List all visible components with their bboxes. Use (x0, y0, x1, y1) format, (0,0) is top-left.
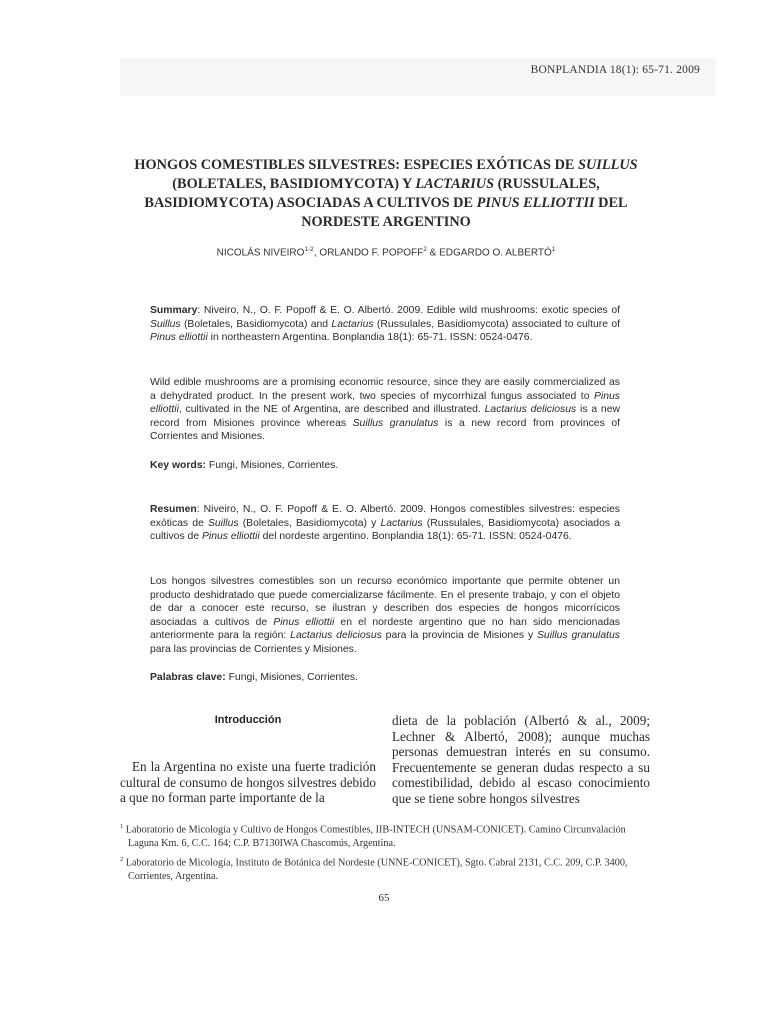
footnote-text: Laboratorio de Micología, Instituto de Botánica del Nordeste (UNNE-CONICET), Sgto. Cabral 2131, C.C. 209, C.P. 3400, Corrientes, Argentina. (123, 856, 628, 882)
summary-body-text: Lactarius deliciosus (484, 404, 577, 416)
resumen-label: Resumen (150, 504, 197, 515)
author-line (120, 246, 652, 258)
title-genus-lactarius: LACTARIUS (415, 176, 495, 192)
summary-body-text: is a new record from Misiones province whereas (150, 404, 620, 429)
summary-text: in northeastern Argentina. Bonplandia 18(1): 65-71. ISSN: 0524-0476. (207, 332, 533, 344)
resumen-body (150, 575, 620, 657)
intro-right-column: dieta de la población (Albertó & al., 2009; Lechner & Albertó, 2008); aunque muchas personas demuestran interés en su consumo. Frecuentemente se generan dudas respecto a su comestibilidad, debido al escaso conocimiento que se tiene sobre hongos silvestres (392, 713, 650, 806)
resumen-text: (Boletales, Basidiomycota) y (238, 517, 381, 529)
title-text: DEL NORDESTE ARGENTINO (301, 195, 628, 230)
resumen-text: Pinus elliottii (201, 531, 260, 543)
summary-label: Summary (150, 305, 198, 316)
resumen-text: del nordeste argentino. Bonplandia 18(1): 65-71. ISSN: 0524-0476. (259, 531, 572, 543)
palabras-clave-text: Fungi, Misiones, Corrientes. (225, 672, 358, 683)
resumen-body-text: Pinus elliottii (273, 616, 335, 628)
palabras-clave-label: Palabras clave: (150, 672, 226, 683)
summary-text: (Boletales, Basidiomycota) and (180, 318, 332, 330)
resumen-body-text: en el nordeste argentino que no han sido mencionadas anteriormente para la región: (150, 616, 620, 642)
footnote-text: Laboratorio de Micología y Cultivo de Hongos Comestibles, IIB-INTECH (UNSAM-CONICET). Camino Circunvalación Laguna Km. 6, C.C. 164; C.P. B7130IWA Chascomús, Argentina. (123, 824, 626, 849)
resumen-text: : Niveiro, N., O. F. Popoff & E. O. Albertó. 2009. Hongos comestibles silvestres: especies exóticas de (150, 504, 620, 529)
key-words-text: Fungi, Misiones, Corrientes. (206, 460, 339, 471)
resumen-text: Lactarius (380, 517, 423, 529)
summary-text: (Russulales, Basidiomycota) associated to culture of (373, 318, 620, 330)
summary-body-text: Pinus elliottii (150, 390, 620, 416)
summary-citation (150, 304, 620, 345)
footnote-marker: 1 (120, 823, 124, 830)
palabras-clave (150, 671, 620, 685)
affiliation-marker: 2 (423, 246, 427, 253)
page-number: 65 (378, 892, 390, 904)
affiliation-marker: 1-2 (304, 246, 314, 253)
summary-body-text: , cultivated in the NE of Argentina, are described and illustrated. (178, 404, 485, 416)
key-words (150, 459, 620, 473)
title-genus-suillus: SUILLUS (578, 157, 638, 173)
footnote-marker: 2 (120, 855, 124, 863)
resumen-body-text: para la provincia de Misiones y (381, 630, 537, 642)
resumen-citation (150, 503, 620, 544)
summary-body-text: Suillus granulatus (352, 417, 439, 429)
summary-text: Lactarius (331, 318, 374, 330)
footnote-1 (120, 820, 652, 851)
resumen-body-text: Suillus granulatus (537, 630, 620, 642)
summary-text: Suillus (150, 318, 181, 330)
resumen-body-text: Los hongos silvestres comestibles son un recurso económico importante que permite obtener un producto deshidratado que puede comercializarse fácilmente. En el presente trabajo, y con el objeto de dar a conocer este recurso, se ilustran y describen dos especies de hongos micorrícicos asociadas a cultivos de (150, 576, 620, 628)
summary-body (150, 376, 620, 444)
title-species-pinus: PINUS ELLIOTTII (476, 195, 595, 211)
author-name: , ORLANDO F. POPOFF (313, 247, 424, 259)
journal-reference: BONPLANDIA 18(1): 65-71. 2009 (530, 64, 700, 76)
summary-body-text: is a new record from provinces of Corrientes and Misiones. (150, 417, 621, 443)
title-text: (BOLETALES, BASIDIOMYCOTA) Y (172, 176, 416, 192)
author-name: & EDGARDO O. ALBERTÓ (426, 247, 552, 259)
title-text: (RUSSULALES, BASIDIOMYCOTA) ASOCIADAS A CULTIVOS DE (144, 176, 600, 211)
article-title (120, 156, 652, 232)
key-words-label: Key words: (150, 460, 207, 471)
footnote-2 (120, 853, 652, 884)
footnotes (120, 820, 652, 885)
title-text: HONGOS COMESTIBLES SILVESTRES: ESPECIES EXÓTICAS DE (134, 157, 579, 173)
resumen-text: (Russulales, Basidiomycota) asociados a cultivos de (150, 517, 620, 543)
intro-left-column: En la Argentina no existe una fuerte tradición cultural de consumo de hongos silvestres debido a que no forman parte importante de la (120, 759, 376, 806)
summary-text: : Niveiro, N., O. F. Popoff & E. O. Albertó. 2009. Edible wild mushrooms: exotic species of (197, 305, 620, 316)
summary-text: Pinus elliottii (150, 332, 208, 344)
resumen-body-text: para las provincias de Corrientes y Misiones. (150, 643, 357, 655)
affiliation-marker: 1 (551, 246, 556, 253)
resumen-text: Suillus (207, 517, 239, 529)
resumen-body-text: Lactarius deliciosus (290, 630, 382, 642)
summary-body-text: Wild edible mushrooms are a promising economic resource, since they are easily commercialized as a dehydrated product. In the present work, two species of mycorrhizal fungus associated to (150, 377, 620, 402)
section-heading-introduccion: Introducción (214, 714, 282, 726)
author-name: NICOLÁS NIVEIRO (216, 247, 305, 259)
